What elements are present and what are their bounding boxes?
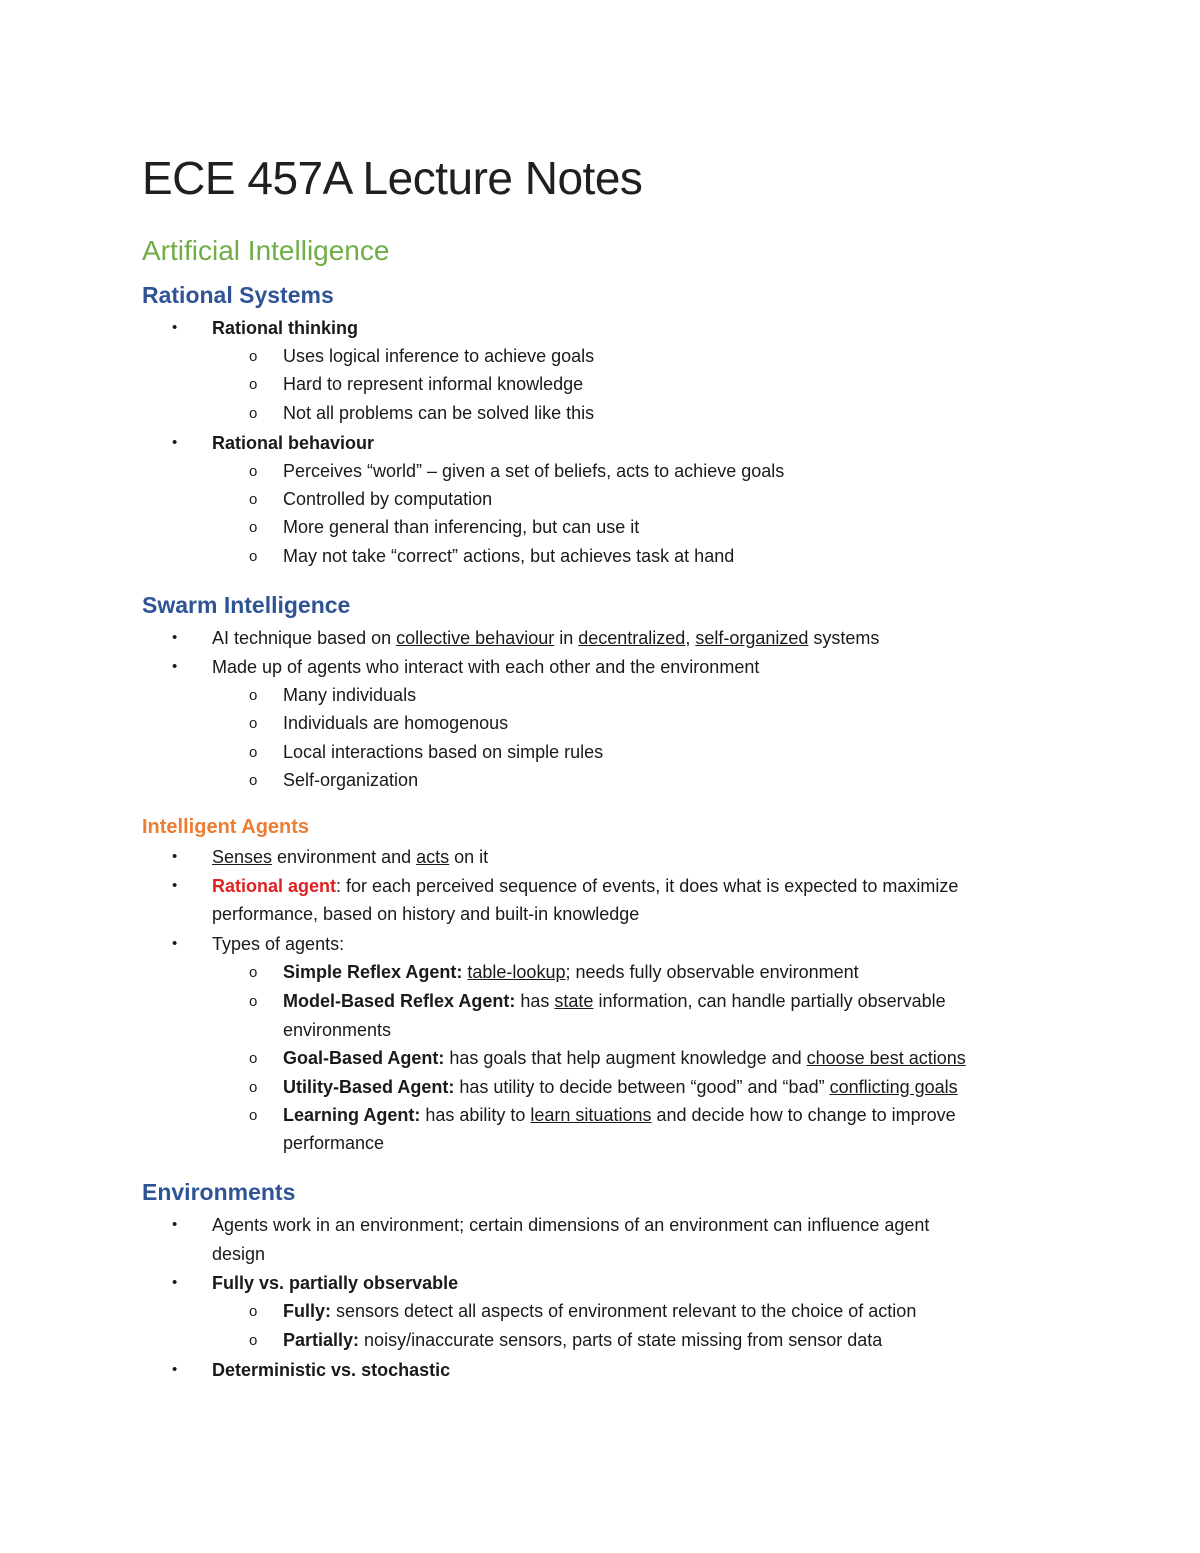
bold-label: Simple Reflex Agent: (283, 962, 463, 982)
bold-label: Rational behaviour (212, 433, 375, 453)
list-item (212, 843, 488, 871)
bullet-circle: o (249, 1050, 258, 1067)
text-run: , (685, 628, 696, 648)
bullet-dot: • (172, 848, 178, 865)
text-run: noisy/inaccurate sensors, parts of state missing from sensor data (359, 1330, 883, 1350)
bullet-dot: • (172, 935, 178, 952)
underlined-term: learn situations (530, 1105, 652, 1125)
bullet-circle: o (249, 964, 258, 981)
heading-rational-systems: Rational Systems (142, 282, 334, 308)
section-title-ai: Artificial Intelligence (142, 235, 390, 266)
bold-label: Learning Agent: (283, 1105, 421, 1125)
list-item (283, 1326, 882, 1354)
text-run: information, can handle partially observable (593, 991, 946, 1011)
list-item (283, 1297, 916, 1325)
list-item-continuation: environments (283, 1020, 392, 1040)
bullet-circle: o (249, 548, 258, 565)
text-run: on it (449, 847, 489, 867)
bullet-circle: o (249, 1332, 258, 1349)
bullet-circle: o (249, 687, 258, 704)
list-item: Agents work in an environment; certain dimensions of an environment can influence agent (212, 1215, 930, 1235)
bold-label: Model-Based Reflex Agent: (283, 991, 516, 1011)
bold-label: Fully: (283, 1301, 331, 1321)
bullet-circle: o (249, 376, 258, 393)
bullet-circle: o (249, 1079, 258, 1096)
bullet-circle: o (249, 772, 258, 789)
bullet-circle: o (249, 519, 258, 536)
list-item: Made up of agents who interact with each other and the environment (212, 657, 760, 677)
text-run: environment and (272, 847, 417, 867)
list-item: Individuals are homogenous (283, 713, 509, 733)
text-run: has ability to (420, 1105, 531, 1125)
bold-label: Fully vs. partially observable (212, 1273, 459, 1293)
list-item (283, 1044, 966, 1072)
list-item: Self-organization (283, 770, 419, 790)
list-item (283, 1073, 958, 1101)
bullet-circle: o (249, 463, 258, 480)
text-run: AI technique based on (212, 628, 397, 648)
bullet-dot: • (172, 319, 178, 336)
underlined-term: collective behaviour (396, 628, 555, 648)
bold-label: Utility-Based Agent: (283, 1077, 455, 1097)
list-item (283, 958, 859, 986)
bullet-circle: o (249, 744, 258, 761)
underlined-term: conflicting goals (829, 1077, 958, 1097)
bullet-circle: o (249, 1107, 258, 1124)
list-item (212, 314, 358, 342)
page-title: ECE 457A Lecture Notes (142, 152, 643, 204)
text-run: has (515, 991, 555, 1011)
rational-agent-term: Rational agent (212, 876, 337, 896)
bullet-circle: o (249, 491, 258, 508)
text-run: : for each perceived sequence of events, it does what is expected to maximize (336, 876, 959, 896)
underlined-term: decentralized (578, 628, 686, 648)
list-item (212, 429, 374, 457)
list-item (283, 1101, 956, 1129)
list-item (283, 987, 946, 1015)
underlined-term: Senses (212, 847, 273, 867)
text-run: systems (808, 628, 880, 648)
bullet-circle: o (249, 348, 258, 365)
underlined-term: self-organized (695, 628, 809, 648)
underlined-term: state (554, 991, 594, 1011)
bullet-circle: o (249, 715, 258, 732)
list-item (212, 1356, 450, 1384)
text-run: and decide how to change to improve (651, 1105, 956, 1125)
list-item-continuation: performance, based on history and built-in knowledge (212, 904, 640, 924)
heading-swarm-intelligence: Swarm Intelligence (142, 592, 351, 618)
bullet-dot: • (172, 1274, 178, 1291)
underlined-term: acts (416, 847, 450, 867)
bold-label: Goal-Based Agent: (283, 1048, 445, 1068)
bullet-dot: • (172, 658, 178, 675)
underlined-term: choose best actions (806, 1048, 966, 1068)
list-item: Uses logical inference to achieve goals (283, 346, 595, 366)
bold-label: Rational thinking (212, 318, 358, 338)
list-item: May not take “correct” actions, but achieves task at hand (283, 546, 735, 566)
list-item: Hard to represent informal knowledge (283, 374, 584, 394)
list-item: Not all problems can be solved like this (283, 403, 595, 423)
list-item-continuation: performance (283, 1133, 385, 1153)
list-item (212, 624, 879, 652)
text-run: in (554, 628, 579, 648)
list-item: Perceives “world” – given a set of beliefs, acts to achieve goals (283, 461, 785, 481)
list-item: Many individuals (283, 685, 417, 705)
bullet-dot: • (172, 1216, 178, 1233)
bullet-circle: o (249, 1303, 258, 1320)
text-run: has goals that help augment knowledge and (444, 1048, 807, 1068)
bullet-dot: • (172, 434, 178, 451)
text-run: sensors detect all aspects of environment relevant to the choice of action (331, 1301, 917, 1321)
list-item-continuation: design (212, 1244, 266, 1264)
text-run: has utility to decide between “good” and “bad” (454, 1077, 830, 1097)
list-item (212, 872, 958, 900)
list-item: Types of agents: (212, 934, 345, 954)
bullet-dot: • (172, 629, 178, 646)
bullet-circle: o (249, 405, 258, 422)
bullet-dot: • (172, 877, 178, 894)
list-item: Controlled by computation (283, 489, 493, 509)
heading-intelligent-agents: Intelligent Agents (142, 816, 310, 838)
underlined-term: table-lookup (467, 962, 566, 982)
bullet-dot: • (172, 1361, 178, 1378)
bullet-circle: o (249, 993, 258, 1010)
bold-label: Deterministic vs. stochastic (212, 1360, 451, 1380)
list-item: Local interactions based on simple rules (283, 742, 604, 762)
heading-environments: Environments (142, 1179, 296, 1205)
list-item: More general than inferencing, but can use it (283, 517, 640, 537)
bold-label: Partially: (283, 1330, 360, 1350)
list-item (212, 1269, 458, 1297)
text-run: ; needs fully observable environment (565, 962, 859, 982)
